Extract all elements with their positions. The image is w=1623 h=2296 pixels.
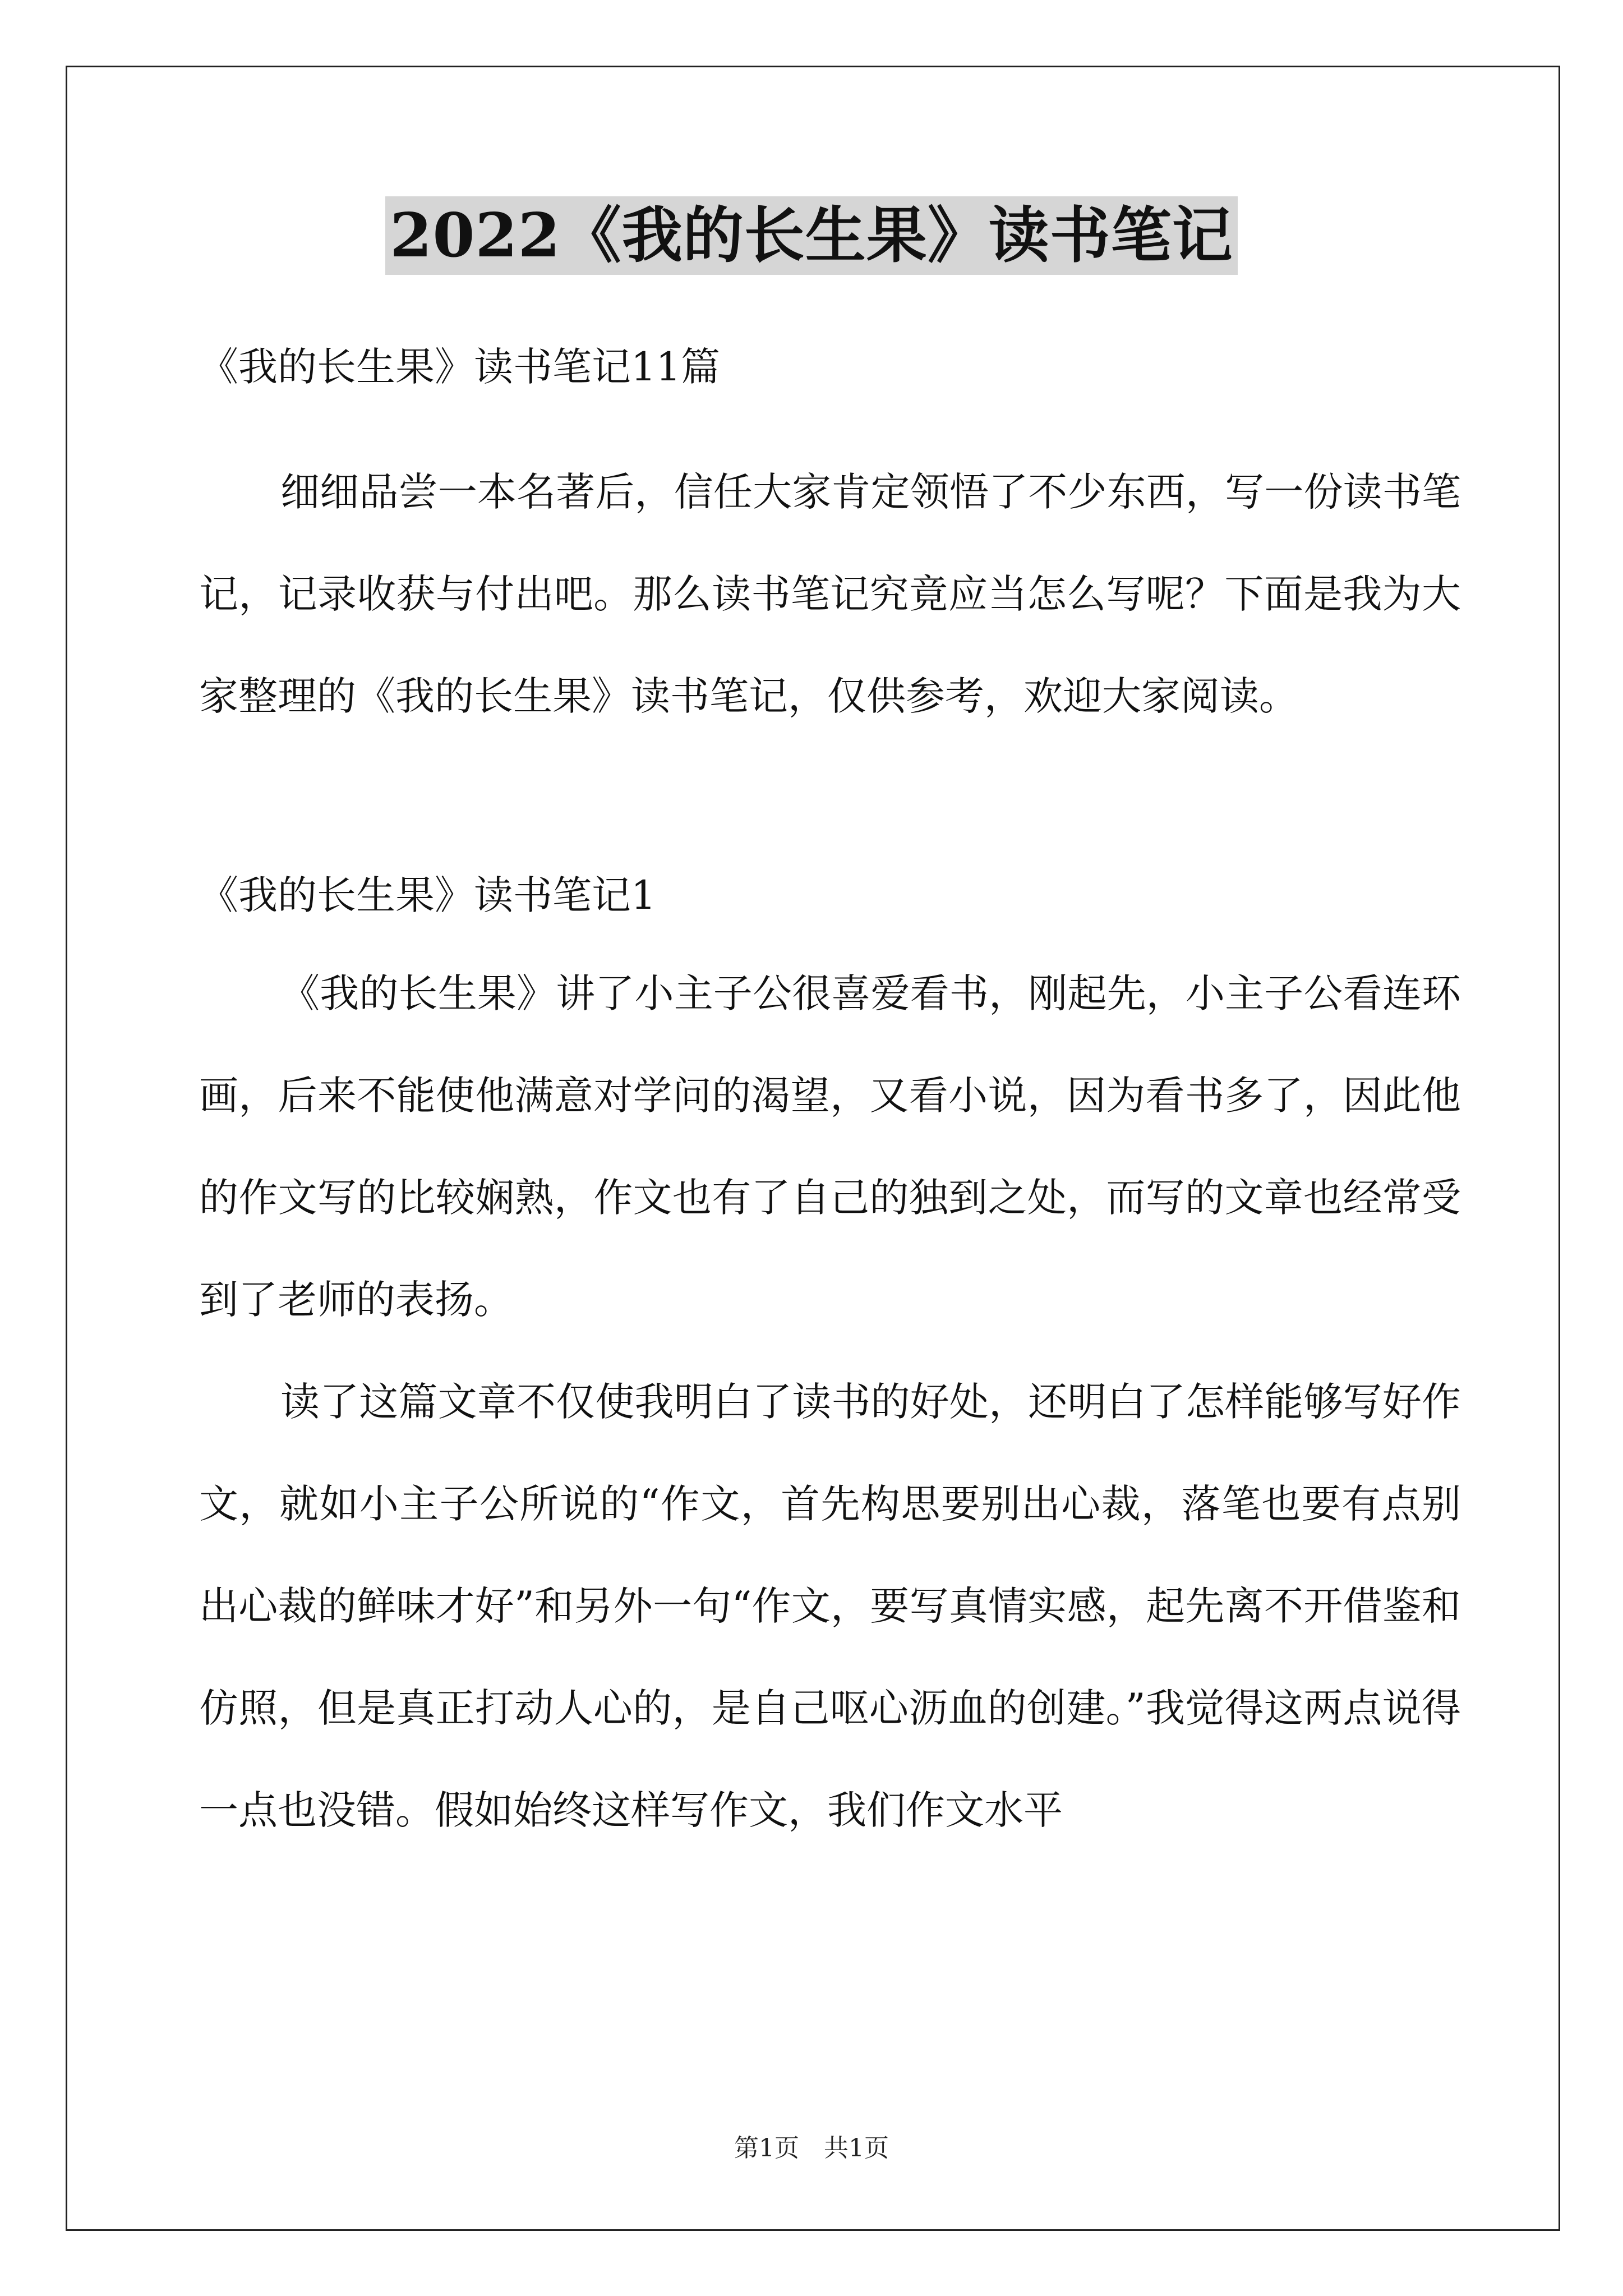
- section-heading-1: 《我的长生果》读书笔记1: [199, 872, 656, 918]
- intro-paragraph: 细细品尝一本名著后，信任大家肯定领悟了不少东西，写一份读书笔记，记录收获与付出吧。那么读书笔记究竟应当怎么写呢？下面是我为大家整理的《我的长生果》读书笔记，仅供参考，欢迎大家阅读。: [199, 469, 1461, 719]
- page-footer: 第1页 共1页: [734, 2134, 889, 2162]
- document-title: 2022《我的长生果》读书笔记: [385, 196, 1238, 275]
- subtitle-heading: 《我的长生果》读书笔记11篇: [199, 344, 721, 390]
- section1-paragraph-1: 《我的长生果》讲了小主子公很喜爱看书，刚起先，小主子公看连环画，后来不能使他满意对学问的渴望，又看小说，因为看书多了，因此他的作文写的比较娴熟，作文也有了自己的独到之处，而写的文章也经常受到了老师的表扬。: [199, 970, 1461, 1323]
- title-container: [0, 196, 1623, 275]
- document-body: [199, 337, 1461, 1861]
- section1-paragraph-2: 读了这篇文章不仅使我明白了读书的好处，还明白了怎样能够写好作文，就如小主子公所说的“作文，首先构思要别出心裁，落笔也要有点别出心裁的鲜味才好”和另外一句“作文，要写真情实感，起先离不开借鉴和仿照，但是真正打动人心的，是自己呕心沥血的创建。”我觉得这两点说得一点也没错。假如始终这样写作文，我们作文水平: [199, 1379, 1461, 1833]
